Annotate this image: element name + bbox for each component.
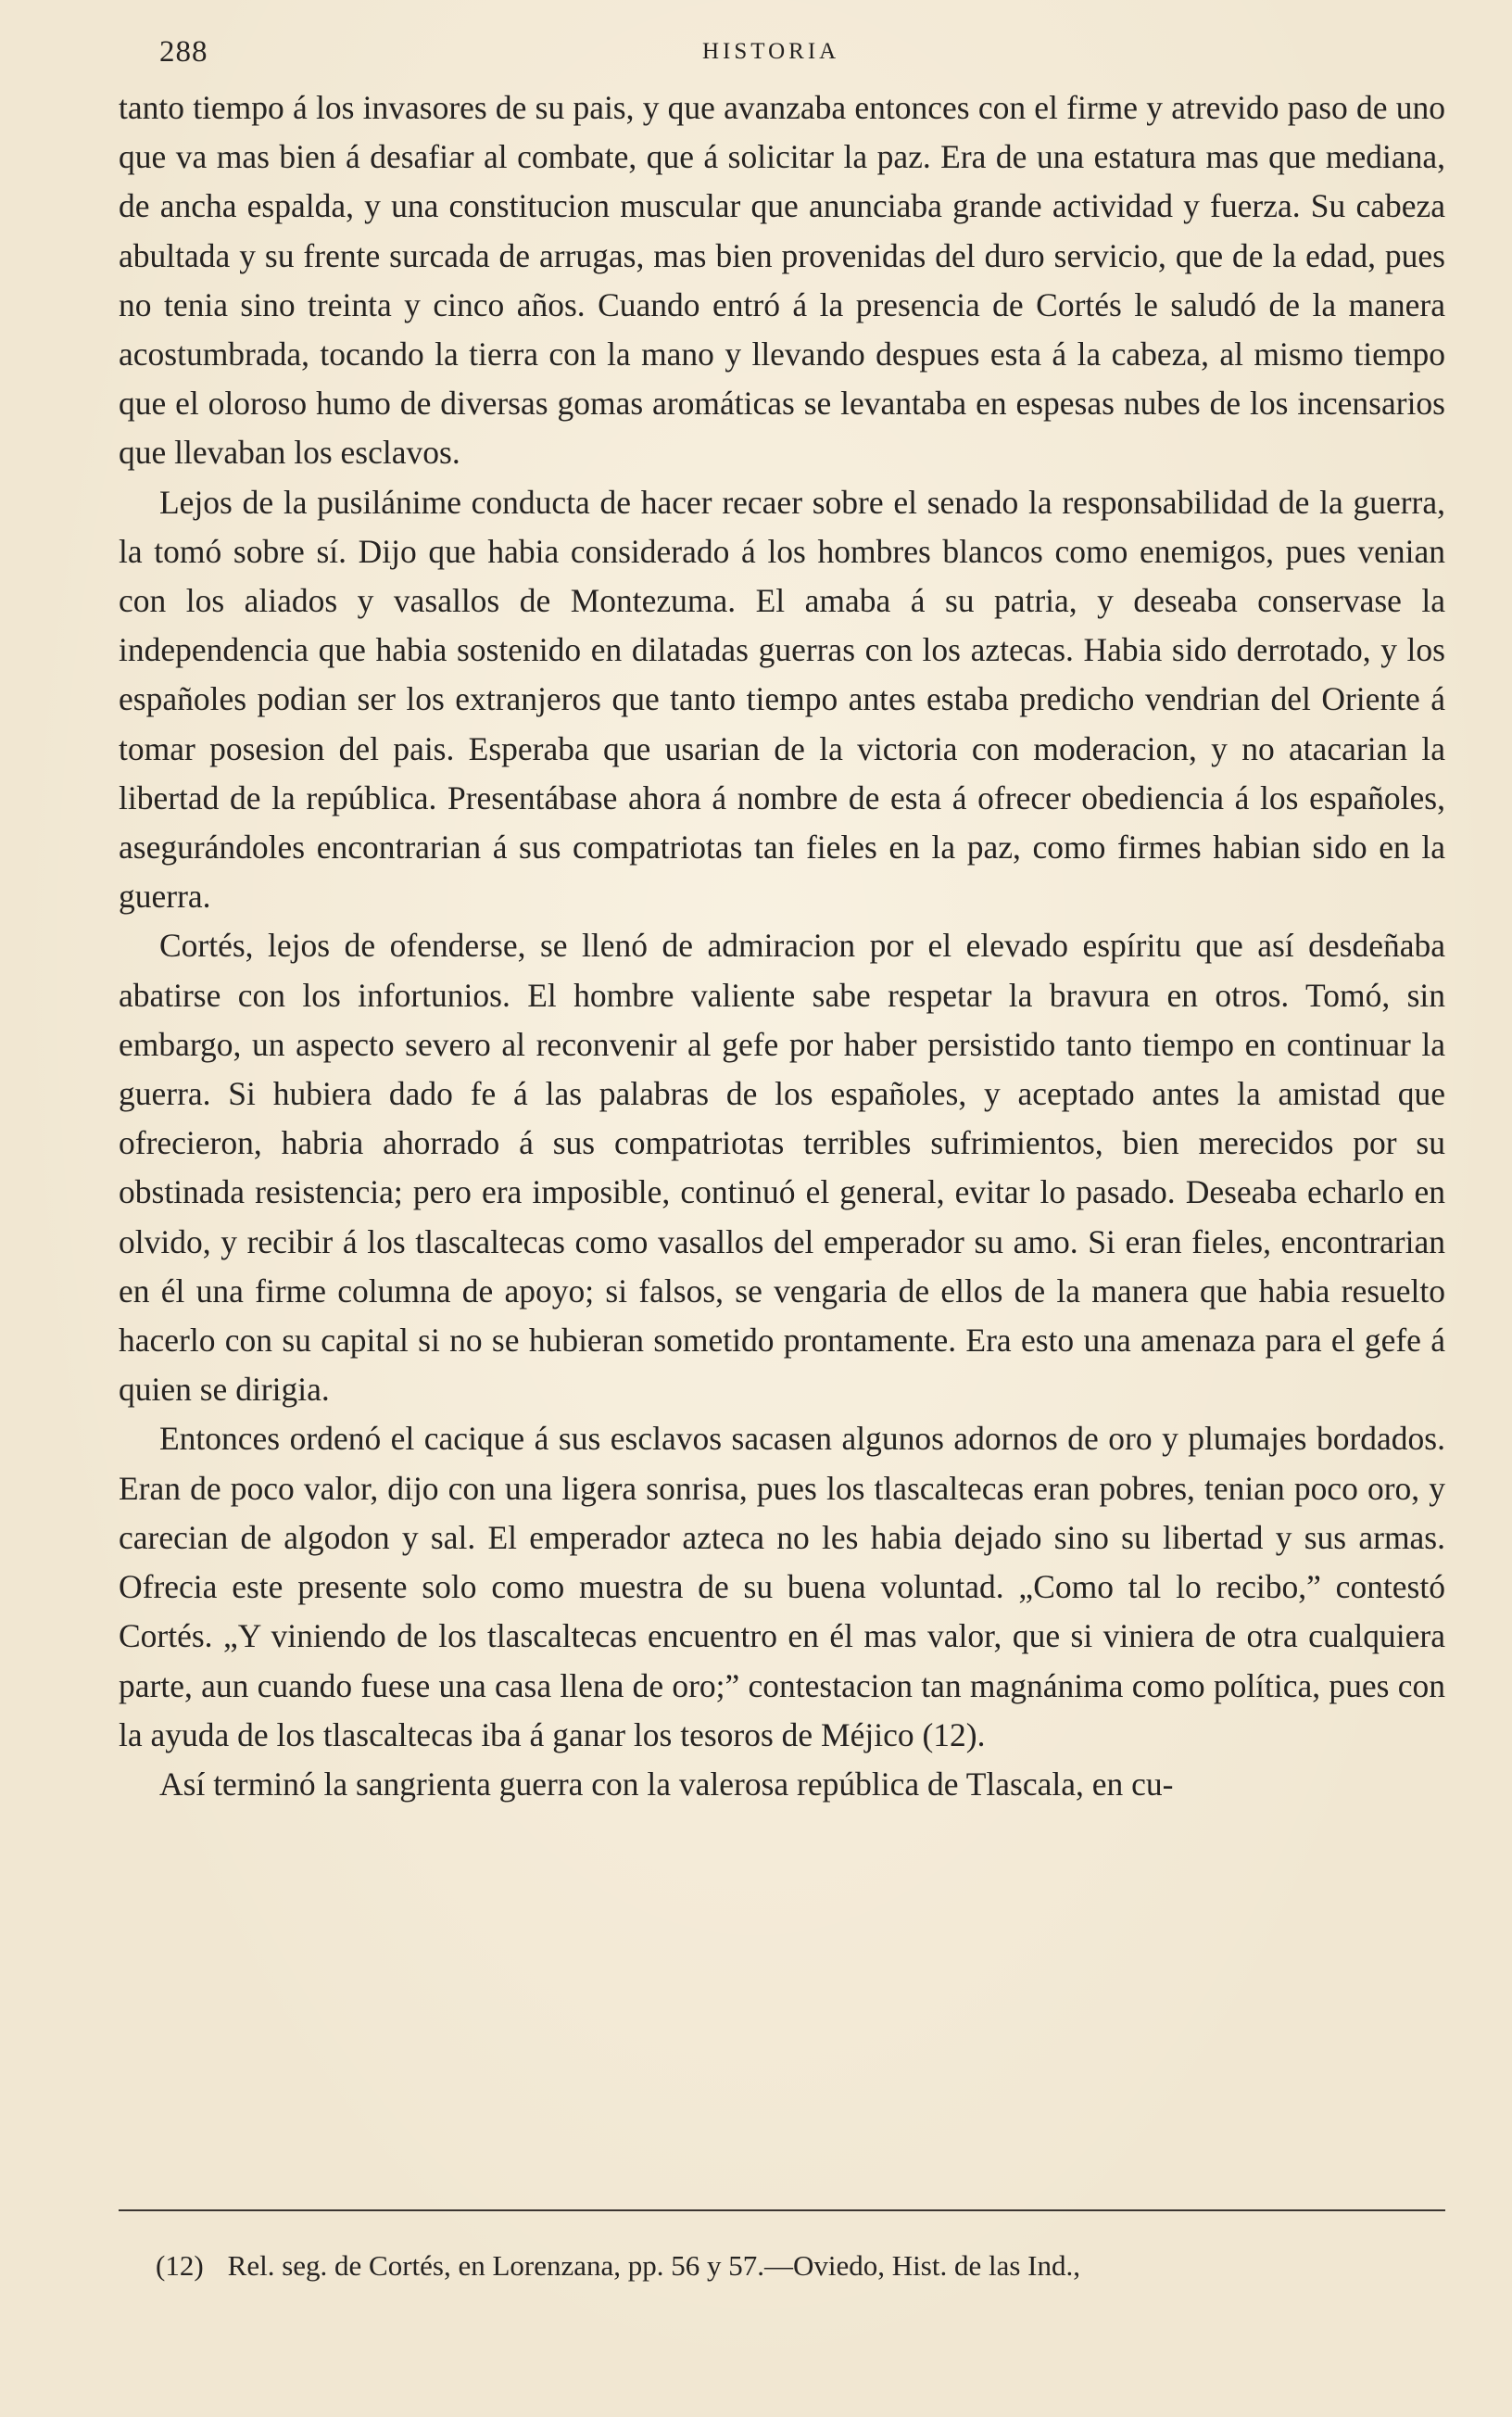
page-number: 288 (159, 35, 208, 69)
footnote-marker: (12) (156, 2249, 204, 2282)
main-text (119, 83, 1445, 1809)
page-header (119, 35, 1443, 82)
paragraph: Lejos de la pusilánime conducta de hacer recaer sobre el senado la responsabilidad de la guerra, la tomó sobre sí. Dijo que habia considerado á los hombres blancos como enemigos, pues venian con los aliados y vasallos de Montezuma. El amaba á su patria, y deseaba conservase la independencia que habia sostenido en dilatadas guerras con los aztecas. Habia sido derrotado, y los españoles podian ser los extranjeros que tanto tiempo antes estaba predicho vendrian del Oriente á tomar posesion del pais. Esperaba que usarian de la victoria con moderacion, y no atacarian la libertad de la república. Presentábase ahora á nombre de esta á ofrecer obediencia á los españoles, asegurándoles encontrarian á sus compatriotas tan fieles en la paz, como firmes habian sido en la guerra. (119, 483, 1445, 916)
paragraph: Entonces ordenó el cacique á sus esclavos sacasen algunos adornos de oro y plumajes bordados. Eran de poco valor, dijo con una ligera sonrisa, pues los tlascaltecas eran pobres, tenian poco oro, y carecian de algodon y sal. El emperador azteca no les habia dejado sino su libertad y sus armas. Ofrecia este presente solo como muestra de su buena voluntad. „Como tal lo recibo,” contestó Cortés. „Y viniendo de los tlascaltecas encuentro en él mas valor, que si viniera de otra cualquiera parte, aun cuando fuese una casa llena de oro;” contestacion tan magnánima como política, pues con la ayuda de los tlascaltecas iba á ganar los tesoros de Méjico (12). (119, 1420, 1445, 1753)
paragraph: Cortés, lejos de ofenderse, se llenó de admiracion por el elevado espíritu que así desdeñaba abatirse con los infortunios. El hombre valiente sabe respetar la bravura en otros. Tomó, sin embargo, un aspecto severo al reconvenir al gefe por haber persistido tanto tiempo en continuar la guerra. Si hubiera dado fe á las palabras de los españoles, y aceptado antes la amistad que ofrecieron, habria ahorrado á sus compatriotas terribles sufrimientos, bien merecidos por su obstinada resistencia; pero era imposible, continuó el general, evitar lo pasado. Deseaba echarlo en olvido, y recibir á los tlascaltecas como vasallos del emperador su amo. Si eran fieles, encontrarian en él una firme columna de apoyo; si falsos, se vengaria de ellos de la manera que habia resuelto hacerlo con su capital si no se hubieran sometido prontamente. Era esto una amenaza para el gefe á quien se dirigia. (119, 927, 1445, 1409)
paragraph: Así terminó la sangrienta guerra con la valerosa república de Tlascala, en cu- (159, 1765, 1174, 1803)
footnote (156, 2246, 1445, 2285)
paragraph: tanto tiempo á los invasores de su pais, y que avanzaba entonces con el firme y atrevido paso de uno que va mas bien á desafiar al combate, que á solicitar la paz. Era de una estatura mas que mediana, de ancha espalda, y una constitucion muscular que anunciaba grande actividad y fuerza. Su cabeza abultada y su frente surcada de arrugas, mas bien provenidas del duro servicio, que de la edad, pues no tenia sino treinta y cinco años. Cuando entró á la presencia de Cortés le saludó de la manera acostumbrada, tocando la tierra con la mano y llevando despues esta á la cabeza, al mismo tiempo que el oloroso humo de diversas gomas aromáticas se levantaba en espesas nubes de los incensarios que llevaban los esclavos. (119, 89, 1445, 472)
footnote-text: Rel. seg. de Cortés, en Lorenzana, pp. 56 y 57.—Oviedo, Hist. de las Ind., (227, 2249, 1080, 2282)
footnote-divider (119, 2209, 1445, 2211)
running-head: HISTORIA (702, 39, 840, 64)
